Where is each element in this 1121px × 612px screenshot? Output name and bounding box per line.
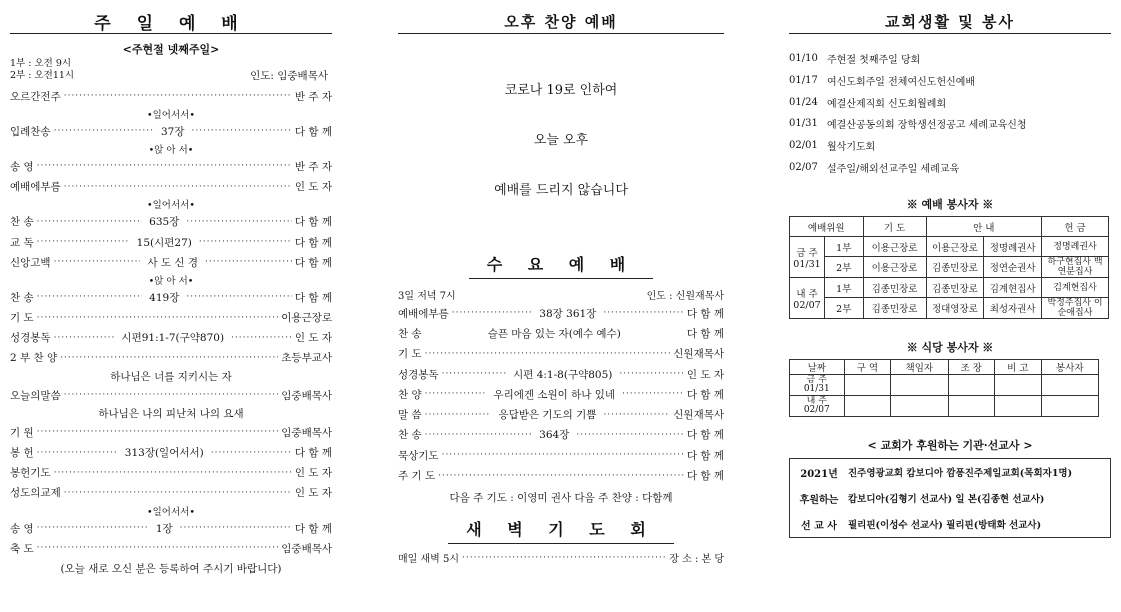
- leader-dots: [576, 430, 684, 440]
- support-row: [790, 459, 1110, 485]
- leader-dots: [60, 353, 278, 363]
- order-label: 찬 송: [398, 429, 422, 442]
- wednesday-meta: [398, 285, 724, 303]
- serve-week-date: 01/31: [793, 258, 821, 270]
- meal-header: 조 장: [948, 360, 995, 375]
- support-label: 후원하는: [799, 494, 839, 506]
- event-item: [789, 70, 1111, 92]
- serve-prayer: 이용근장로: [863, 237, 926, 257]
- order-person: 다 함 께: [294, 125, 333, 138]
- serve-week-label: 금 주: [796, 247, 818, 259]
- posture-cue: •일어서서•: [147, 506, 195, 518]
- meal-cell: [891, 375, 948, 396]
- wednesday-row: [398, 364, 724, 384]
- support-row: [790, 511, 1110, 537]
- order-row: [10, 86, 332, 106]
- order-detail: 응답받은 기도의 기쁨: [498, 409, 597, 422]
- order-person: 임중배목사: [281, 426, 332, 439]
- next-week-info: 다음 주 기도 : 이영미 권사 다음 주 찬양 : 다함께: [449, 491, 673, 504]
- order-row: [10, 538, 332, 558]
- order-person: 다 함 께: [294, 291, 333, 304]
- order-row: [10, 422, 332, 442]
- order-label: 주 기 도: [398, 470, 436, 483]
- events-list: [789, 48, 1111, 178]
- order-row: [10, 156, 332, 176]
- order-label: 축 도: [10, 542, 34, 555]
- service-times: [10, 58, 332, 82]
- event-item: [789, 113, 1111, 135]
- leader-dots: [37, 217, 143, 227]
- leader-dots: [64, 182, 292, 192]
- serve-header: 기 도: [863, 217, 926, 237]
- serve-part: 1부: [825, 278, 864, 298]
- order-row: [10, 212, 332, 232]
- afternoon-notice: [398, 66, 724, 246]
- serve-part: 2부: [825, 257, 864, 278]
- serve-offering: 하구현집사 백연분집사: [1042, 257, 1109, 278]
- leader-dots: [54, 126, 154, 136]
- order-label: 찬 송: [398, 327, 422, 340]
- order-person: 이용근장로: [281, 312, 332, 325]
- meal-date: [790, 375, 845, 396]
- order-row: [10, 348, 332, 368]
- wednesday-row: [398, 445, 724, 465]
- order-row: [10, 177, 332, 197]
- leader-dots: [442, 369, 507, 379]
- service-leader: 인도: 임중배목사: [250, 70, 328, 82]
- meal-date-value: 02/07: [803, 405, 830, 416]
- order-person: 신원재목사: [673, 348, 724, 361]
- order-detail: 313장(일어서서): [124, 447, 204, 460]
- order-person: 다 함 께: [294, 256, 332, 269]
- leader-dots: [211, 448, 292, 458]
- meal-cell: [844, 396, 891, 417]
- order-label: 봉 헌: [10, 447, 34, 460]
- order-detail: 슬픈 마음 있는 자(예수 예수): [487, 327, 621, 340]
- posture-cue: •앉 아 서•: [148, 275, 194, 287]
- leader-dots: [603, 410, 670, 420]
- order-row: [10, 287, 332, 307]
- order-person: 신원재목사: [673, 409, 724, 422]
- leader-dots: [438, 471, 684, 481]
- order-person: 반 주 자: [294, 90, 332, 103]
- dawn-prayer-title: [398, 517, 724, 544]
- leader-dots: [64, 91, 292, 101]
- afternoon-line: 예배를 드리지 않습니다: [494, 183, 628, 198]
- meal-header: 구 역: [844, 360, 891, 375]
- serve-prayer: 이용근장로: [863, 257, 926, 278]
- meal-cell: [891, 396, 948, 417]
- serve-part: 2부: [825, 298, 864, 319]
- leader-dots: [442, 450, 684, 460]
- serve-guide: 최성자권사: [984, 298, 1042, 319]
- afternoon-service-title: 오후 찬양 예배: [398, 0, 724, 34]
- serve-prayer: 김종민장로: [863, 278, 926, 298]
- meal-header: 책임자: [891, 360, 948, 375]
- serve-offering: 정명례권사: [1042, 237, 1109, 257]
- order-row: [10, 483, 332, 503]
- worship-volunteers-table: [789, 216, 1109, 319]
- order-person: 다 함 께: [294, 216, 333, 229]
- order-person: 인 도 자: [686, 368, 724, 381]
- support-row: [790, 485, 1110, 511]
- wednesday-row: [398, 384, 724, 404]
- order-detail: 364장: [539, 429, 570, 442]
- church-life-title: 교회생활 및 봉사: [789, 0, 1111, 34]
- order-person: 임중배목사: [281, 389, 332, 402]
- order-label: 송 영: [10, 160, 34, 173]
- order-row: [10, 308, 332, 328]
- serve-week: [790, 237, 825, 278]
- leader-dots: [425, 430, 533, 440]
- meal-cell: [948, 396, 995, 417]
- order-row: [10, 232, 332, 252]
- leader-dots: [54, 333, 115, 343]
- order-detail: 38장 361장: [539, 307, 597, 320]
- order-label: 송 영: [10, 522, 34, 535]
- serve-offering: 박정주집사 이순애집사: [1042, 298, 1109, 319]
- leader-dots: [37, 237, 130, 247]
- leader-dots: [37, 292, 143, 302]
- meal-date-label: 금 주: [806, 375, 827, 386]
- order-detail: 시편91:1-7(구약870): [121, 332, 225, 345]
- order-label: 교 독: [10, 236, 34, 249]
- meal-header: 봉사자: [1041, 360, 1098, 375]
- serve-guide: 정명례권사: [984, 237, 1042, 257]
- leader-dots: [603, 308, 684, 318]
- event-item: [789, 91, 1111, 113]
- order-person: 다 함 께: [686, 449, 724, 462]
- order-label: 기 도: [10, 312, 34, 325]
- event-text: 예결산제직회 신도회월례회: [827, 98, 947, 110]
- leader-dots: [54, 257, 141, 267]
- meal-date-label: 내 주: [806, 396, 827, 407]
- sunday-service-column: [10, 0, 332, 576]
- leader-dots: [619, 369, 684, 379]
- afternoon-line: 코로나 19로 인하여: [504, 83, 618, 98]
- meal-header: 날짜: [790, 360, 845, 375]
- serve-header: 예배위원: [790, 217, 864, 237]
- order-label: 예배에부름: [398, 307, 449, 320]
- wednesday-row: [398, 425, 724, 445]
- serve-row: [790, 298, 1109, 319]
- serve-week: [790, 278, 825, 319]
- leader-dots: [192, 126, 292, 136]
- meal-row: [790, 375, 1099, 396]
- event-item: [789, 48, 1111, 70]
- order-detail: 419장: [149, 291, 180, 304]
- leader-dots: [37, 427, 279, 437]
- serve-guide: 김계현집사: [984, 278, 1042, 298]
- afternoon-column: [398, 0, 724, 568]
- sunday-subtitle: <주현절 넷째주일>: [122, 43, 220, 56]
- leader-dots: [205, 257, 292, 267]
- serve-title: ※ 예배 봉사자 ※: [906, 198, 994, 212]
- support-label: 선 교 사: [801, 520, 837, 532]
- order-detail: 15(시편27): [136, 236, 192, 249]
- leader-dots: [37, 523, 149, 533]
- wednesday-row: [398, 323, 724, 343]
- serve-guide: 김종민장로: [926, 278, 984, 298]
- order-person: 인 도 자: [294, 181, 332, 194]
- order-label: 신앙고백: [10, 256, 51, 269]
- dawn-prayer-row: [398, 548, 724, 568]
- order-detail: 37장: [160, 125, 185, 138]
- order-person: 다 함 께: [294, 447, 332, 460]
- order-label: 찬 송: [10, 291, 34, 304]
- support-value: 필리핀(이성수 선교사) 필리핀(방태화 선교사): [848, 520, 1042, 532]
- leader-dots: [64, 488, 292, 498]
- leader-dots: [231, 333, 292, 343]
- order-person: 임중배목사: [281, 542, 332, 555]
- order-row: [10, 518, 332, 538]
- meal-cell: [995, 375, 1042, 396]
- order-person: 초등부교사: [281, 352, 332, 365]
- leader-dots: [622, 389, 684, 399]
- wednesday-time: 3일 저녁 7시: [398, 290, 456, 302]
- serve-guide: 정연순권사: [984, 257, 1042, 278]
- order-row: [10, 328, 332, 348]
- meal-cell: [1041, 396, 1098, 417]
- order-label: 찬 양: [398, 388, 422, 401]
- order-person: 다 함 께: [686, 388, 725, 401]
- event-text: 설주일/해외선교주일 세례교육: [827, 163, 960, 175]
- order-label: 예배에부름: [10, 181, 61, 194]
- event-item: [789, 135, 1111, 157]
- order-person: 다 함 께: [686, 429, 725, 442]
- wednesday-leader: 인도 : 신원재목사: [646, 290, 724, 302]
- wednesday-title: [398, 252, 724, 279]
- order-label: 성경봉독: [398, 368, 439, 381]
- order-person: 반 주 자: [294, 160, 332, 173]
- supported-missionaries-box: [789, 458, 1111, 538]
- order-person: 인 도 자: [294, 467, 332, 480]
- leader-dots: [199, 237, 292, 247]
- serve-row: [790, 278, 1109, 298]
- wednesday-service: [398, 252, 724, 505]
- order-label: 묵상기도: [398, 449, 439, 462]
- leader-dots: [452, 308, 533, 318]
- order-label: 오늘의말씀: [10, 389, 61, 402]
- serve-header: 헌 금: [1042, 217, 1109, 237]
- order-label: 봉헌기도: [10, 467, 51, 480]
- event-date: 01/10: [789, 53, 818, 65]
- order-label: 성도의교제: [10, 487, 61, 500]
- wednesday-row: [398, 344, 724, 364]
- order-detail: 우리에겐 소원이 하나 있네: [493, 388, 616, 401]
- serve-guide: 이용근장로: [926, 237, 984, 257]
- leader-dots: [186, 217, 292, 227]
- meal-cell: [844, 375, 891, 396]
- order-label: 기 도: [398, 348, 422, 361]
- event-date: 02/07: [789, 161, 818, 173]
- sunday-service-title: 주 일 예 배: [10, 0, 332, 34]
- wednesday-order-list: [398, 303, 724, 486]
- serve-header: 안 내: [926, 217, 1041, 237]
- dawn-time: 매일 새벽 5시: [398, 554, 460, 566]
- order-person: 다 함 께: [294, 522, 332, 535]
- event-text: 여신도회주일 전체여신도헌신예배: [827, 77, 976, 89]
- event-date: 01/31: [789, 118, 818, 130]
- meal-cell: [1041, 375, 1098, 396]
- event-text: 예결산공동의회 장학생선정공고 세례교육신청: [827, 120, 1027, 132]
- leader-dots: [54, 468, 292, 478]
- order-detail: 1장: [155, 522, 173, 535]
- wednesday-row: [398, 303, 724, 323]
- serve-week-date: 02/07: [793, 299, 821, 311]
- order-person: 다 함 께: [686, 307, 725, 320]
- order-label: 입례찬송: [10, 125, 51, 138]
- order-row: [10, 385, 332, 405]
- order-detail: 사 도 신 경: [147, 256, 199, 269]
- support-label: 2021년: [800, 468, 838, 480]
- order-person: 다 함 께: [686, 327, 724, 340]
- order-label: 성경봉독: [10, 332, 51, 345]
- leader-dots: [64, 390, 279, 400]
- serve-week-label: 내 주: [796, 288, 818, 300]
- order-detail: 635장: [149, 216, 180, 229]
- order-person: 인 도 자: [294, 332, 332, 345]
- leader-dots: [462, 553, 666, 563]
- support-title: < 교회가 후원하는 기관·선교사 >: [867, 439, 1033, 453]
- wednesday-title-text: 수 요 예 배: [469, 252, 654, 279]
- event-date: 02/01: [789, 140, 818, 152]
- order-person: 다 함 께: [294, 236, 332, 249]
- order-label: 오르간전주: [10, 90, 61, 103]
- leader-dots: [37, 448, 118, 458]
- order-label: 기 원: [10, 426, 34, 439]
- order-row: [10, 442, 332, 462]
- event-date: 01/17: [789, 75, 818, 87]
- first-service-time: 1부 : 오전 9시: [10, 58, 72, 69]
- serve-guide: 정대영장로: [926, 298, 984, 319]
- leader-dots: [425, 389, 487, 399]
- sermon-hymn-title: 하나님은 나의 피난처 나의 요새: [98, 408, 244, 421]
- order-label: 2 부 찬 양: [10, 352, 58, 365]
- leader-dots: [425, 410, 492, 420]
- dawn-prayer-title-text: 새 벽 기 도 회: [448, 517, 674, 544]
- support-value: 캄보디아(김형기 선교사) 일 본(김종현 선교사): [848, 494, 1045, 506]
- posture-cue: •앉 아 서•: [148, 144, 194, 156]
- meal-cell: [948, 375, 995, 396]
- sunday-order-list: [10, 86, 332, 558]
- meal-title: ※ 식당 봉사자 ※: [906, 341, 994, 355]
- serve-prayer: 김종민장로: [863, 298, 926, 319]
- order-label: 말 씀: [398, 409, 422, 422]
- order-row: [10, 463, 332, 483]
- meal-row: [790, 396, 1099, 417]
- posture-cue: •일어서서•: [147, 109, 195, 121]
- posture-cue: •일어서서•: [147, 200, 195, 212]
- church-life-column: [789, 0, 1111, 538]
- leader-dots: [186, 292, 292, 302]
- second-service-time: 2부 : 오전11시: [10, 70, 75, 81]
- leader-dots: [180, 523, 292, 533]
- serve-offering: 김계현집사: [1042, 278, 1109, 298]
- event-date: 01/24: [789, 96, 818, 108]
- wednesday-row: [398, 465, 724, 485]
- event-text: 월삭기도회: [827, 142, 876, 154]
- serve-part: 1부: [825, 237, 864, 257]
- leader-dots: [37, 313, 279, 323]
- kitchen-volunteers-table: [789, 359, 1099, 417]
- serve-guide: 김종민장로: [926, 257, 984, 278]
- dawn-place: 장 소 : 본 당: [669, 554, 724, 566]
- order-row: [10, 252, 332, 272]
- meal-header: 비 고: [995, 360, 1042, 375]
- order-person: 다 함 께: [686, 470, 724, 483]
- wednesday-row: [398, 404, 724, 424]
- meal-cell: [995, 396, 1042, 417]
- event-item: [789, 156, 1111, 178]
- meal-date: [790, 396, 845, 417]
- leader-dots: [37, 543, 279, 553]
- afternoon-line: 오늘 오후: [533, 133, 589, 148]
- serve-row: [790, 237, 1109, 257]
- serve-row: [790, 257, 1109, 278]
- visitor-note: (오늘 새로 오신 분은 등록하여 주시기 바랍니다): [60, 563, 282, 576]
- support-value: 진주영광교회 캄보디아 깜퐁진주제일교회(목회자1명): [848, 468, 1073, 480]
- meal-date-value: 01/31: [803, 384, 830, 395]
- event-text: 주현절 첫째주일 당회: [827, 55, 921, 67]
- order-detail: 시편 4:1-8(구약805): [513, 368, 613, 381]
- order-person: 인 도 자: [294, 487, 332, 500]
- sermon-hymn-title: 하나님은 너를 지키시는 자: [110, 371, 232, 384]
- order-row: [10, 121, 332, 141]
- leader-dots: [37, 161, 292, 171]
- order-label: 찬 송: [10, 216, 34, 229]
- leader-dots: [425, 349, 671, 359]
